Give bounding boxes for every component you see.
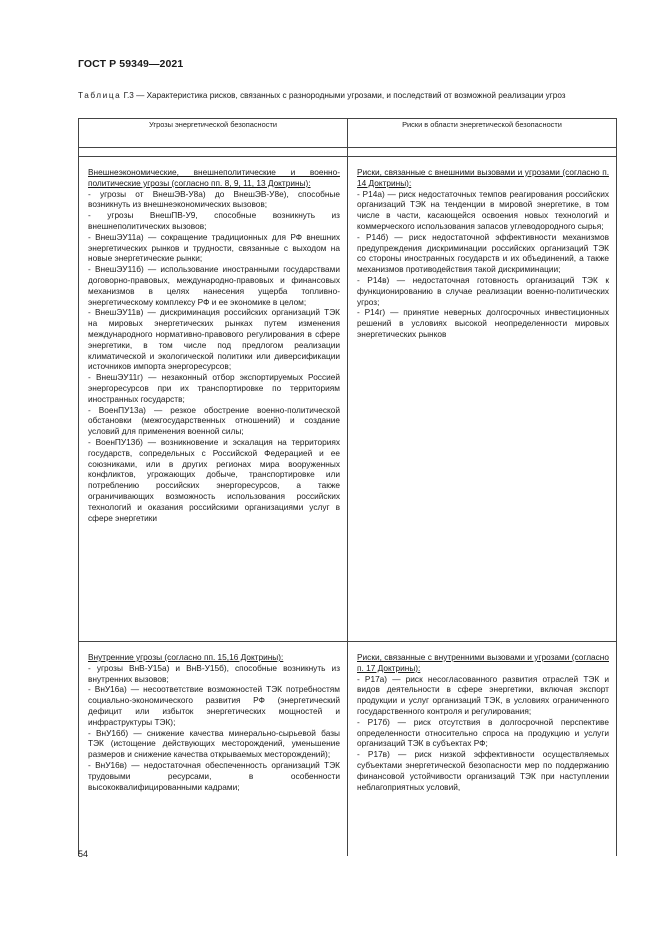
list-item: - ВнешЭУ11в) — дискриминация российских организаций ТЭК на мировых энергетических рынках путем изменения международного нормативно-правового регулирования в сфере энергетики, в том числе под предлогом реализации климатической и экологической политики или диверсификации источников импорта энергоресурсов; [88, 307, 340, 372]
list-item: - ВнУ16б) — снижение качества минерально-сырьевой базы ТЭК (истощение действующих месторождений, уменьшение размеров и снижение качества открываемых месторождений); [88, 727, 340, 760]
list-item: - ВнУ16в) — недостаточная обеспеченность организаций ТЭК трудовыми ресурсами, в особенности высококвалифицированными кадрами; [88, 759, 340, 792]
section-title: Риски, связанные с внутренними вызовами и угрозами (согласно п. 17 Доктрины): [357, 652, 609, 673]
list-item: - угрозы ВнВ-У15а) и ВнВ-У15б), способные возникнуть из внутренних вызовов; [88, 662, 340, 684]
page-number: 54 [78, 849, 89, 859]
list-item: - ВнешЭУ11б) — использование иностранными государствами договорно-правовых, международно-правовых и финансовых механизмов в целях нанесения ущерба топливно-энергетическому комплексу РФ и ее экономике в целом; [88, 264, 340, 307]
table-caption [78, 90, 616, 101]
table-row [79, 157, 617, 642]
document-header: ГОСТ Р 59349—2021 [78, 58, 184, 70]
table-row [79, 642, 617, 857]
list-item: - Р17в) — риск низкой эффективности осуществляемых субъектами энергетической безопасности мер по поддержанию финансовой устойчивости организаций ТЭК при наступлении неблагоприятных условий, [357, 749, 609, 792]
list-item: - Р17а) — риск несогласованного развития отраслей ТЭК и видов деятельности в сфере энергетики, включая экспорт продукции и услуг организаций ТЭК, в условиях ограниченного государственного контроля и регулирования; [357, 673, 609, 716]
risks-block [357, 167, 609, 340]
list-item: - Р14в) — недостаточная готовность организаций ТЭК к функционированию в случае реализации военно-политических угроз; [357, 274, 609, 307]
list-item: - угрозы ВнешПВ-У9, способные возникнуть из внешнеполитических вызовов; [88, 210, 340, 231]
section-title: Риски, связанные с внешними вызовами и угрозами (согласно п. 14 Доктрины): [357, 167, 609, 188]
column-header-risks: Риски в области энергетической безопасности [348, 119, 617, 148]
threats-cell-external [79, 157, 348, 642]
list-item: - ВоенПУ13б) — возникновение и эскалация на территориях государств, сопредельных с Российской Федерацией и ее союзниками, или в других регионах мира вооруженных конфликтов, угрожающих добыче, транспортировке или потреблению российских энергоресурсов, а также ограничивающих возможность использования российских технологий и оказания российскими организациями услуг в сфере энергетики [88, 436, 340, 523]
list-item: - ВнешЭУ11а) — сокращение традиционных для РФ внешних энергетических рынков и трудности, связанные с выходом на новые энергетические рынки; [88, 231, 340, 264]
list-item: - Р14б) — риск недостаточной эффективности механизмов предупреждения дискриминации российских организаций ТЭК со стороны иностранных государств и их объединений, а также механизмов противодействия такой дискриминации; [357, 231, 609, 275]
table-spacer-row [79, 148, 617, 157]
table-header-row [79, 119, 617, 148]
list-item: - Р17б) — риск отсутствия в долгосрочной перспективе определенности относительно спроса на продукцию и услуги организаций ТЭК в субъектах РФ; [357, 716, 609, 749]
section-title: Внешнеэкономические, внешнеполитические и военно-политические угрозы (согласно пп. 8, 9, 11, 13 Доктрины): [88, 167, 340, 188]
risks-cell-external [348, 157, 617, 642]
list-item: - Р14а) — риск недостаточных темпов реагирования российских организаций ТЭК на тенденции в мировой энергетике, в том числе в части, касающейся освоения новых технологий и коммерческого использования запасов углеводородного сырья; [357, 188, 609, 231]
list-item: - Р14г) — принятие неверных долгосрочных инвестиционных решений в условиях высокой неопределенности мировых энергетических рынков [357, 307, 609, 339]
risks-block [357, 652, 609, 792]
list-item: - ВоенПУ13а) — резкое обострение военно-политической обстановки (межгосударственных отношений) и создание условий для применения военной силы; [88, 404, 340, 437]
threats-block [88, 652, 340, 792]
list-item: - ВнешЭУ11г) — незаконный отбор экспортируемых Россией энергоресурсов при их транспортировке по территориям иностранных государств; [88, 372, 340, 404]
column-header-threats: Угрозы энергетической безопасности [79, 119, 348, 148]
list-item: - ВнУ16а) — несоответствие возможностей ТЭК потребностям социально-экономического развития РФ (энергетический дефицит или избыток энергетических мощностей и инфраструктуры ТЭК); [88, 684, 340, 727]
threats-cell-internal [79, 642, 348, 857]
table-caption-label: Таблица [78, 91, 122, 100]
table-caption-text: Г.3 — Характеристика рисков, связанных с разнородными угрозами, и последствий от возможной реализации угроз [121, 91, 566, 100]
section-title: Внутренние угрозы (согласно пп. 15,16 Доктрины): [88, 652, 284, 662]
threats-block [88, 167, 340, 523]
risk-table [78, 118, 617, 856]
risks-cell-internal [348, 642, 617, 857]
list-item: - угрозы от ВнешЭВ-У8а) до ВнешЭВ-У8е), способные возникнуть из внешнеэкономических вызовов; [88, 188, 340, 210]
